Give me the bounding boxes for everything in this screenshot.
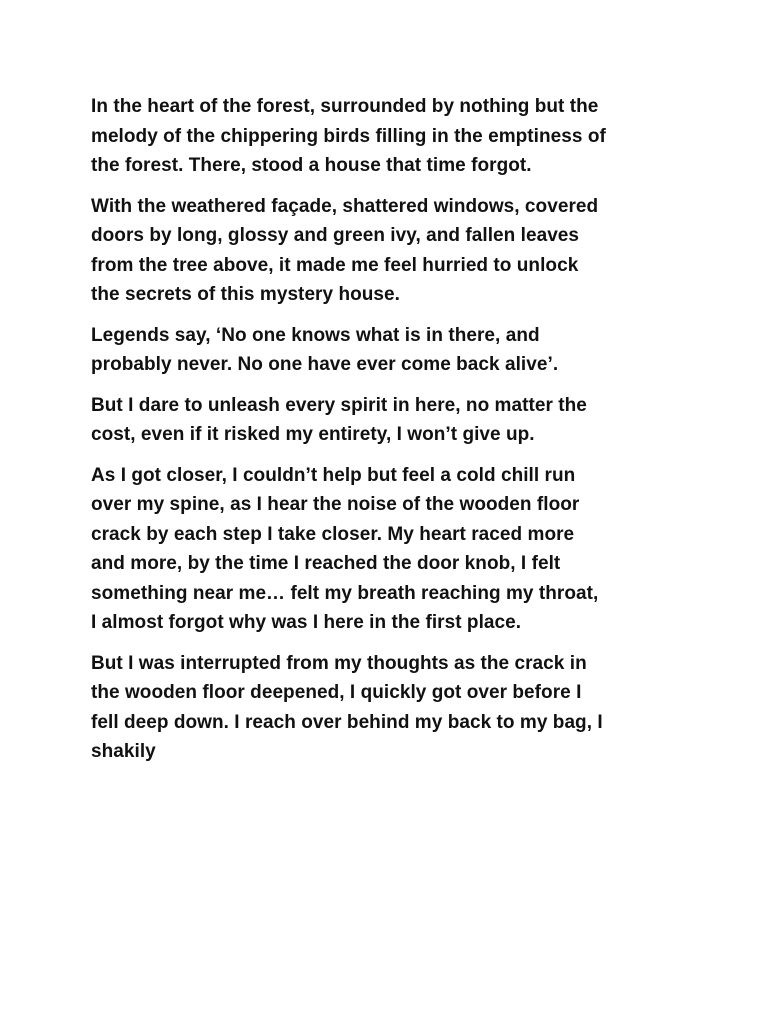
paragraph-line: As I got closer, I couldn’t help but feel a cold chill run [91,464,576,486]
paragraph-line: melody of the chippering birds filling in the emptiness of [91,125,606,147]
paragraph-3 [91,321,691,380]
paragraph-line: With the weathered façade, shattered windows, covered [91,195,599,217]
paragraph-2 [91,192,691,310]
paragraph-line: the forest. There, stood a house that time forgot. [91,155,532,176]
paragraph-line: In the heart of the forest, surrounded by nothing but the [91,96,599,117]
paragraph-4 [91,391,691,450]
paragraph-line: I almost forgot why was I here in the first place. [91,612,522,633]
paragraph-line: cost, even if it risked my entirety, I won’t give up. [91,424,535,445]
paragraph-line: fell deep down. I reach over behind my back to my bag, I [91,711,603,733]
paragraph-line: But I dare to unleash every spirit in here, no matter the [91,394,587,416]
paragraph-line: from the tree above, it made me feel hurried to unlock [91,254,579,276]
paragraph-1 [91,92,691,181]
paragraph-line: something near me… felt my breath reaching my throat, [91,582,599,604]
paragraph-5 [91,461,691,638]
paragraph-line: the secrets of this mystery house. [91,284,400,305]
paragraph-6 [91,649,691,767]
paragraph-line: shakily [91,741,156,762]
paragraph-line: Legends say, ‘No one knows what is in there, and [91,324,540,346]
paragraph-line: and more, by the time I reached the door knob, I felt [91,553,561,574]
paragraph-line: crack by each step I take closer. My heart raced more [91,523,575,545]
paragraph-line: But I was interrupted from my thoughts as the crack in [91,652,587,674]
document-body [91,92,691,778]
paragraph-line: probably never. No one have ever come back alive’. [91,354,559,375]
paragraph-line: the wooden floor deepened, I quickly got over before I [91,682,582,703]
paragraph-line: doors by long, glossy and green ivy, and fallen leaves [91,225,580,246]
paragraph-line: over my spine, as I hear the noise of the wooden floor [91,494,580,515]
